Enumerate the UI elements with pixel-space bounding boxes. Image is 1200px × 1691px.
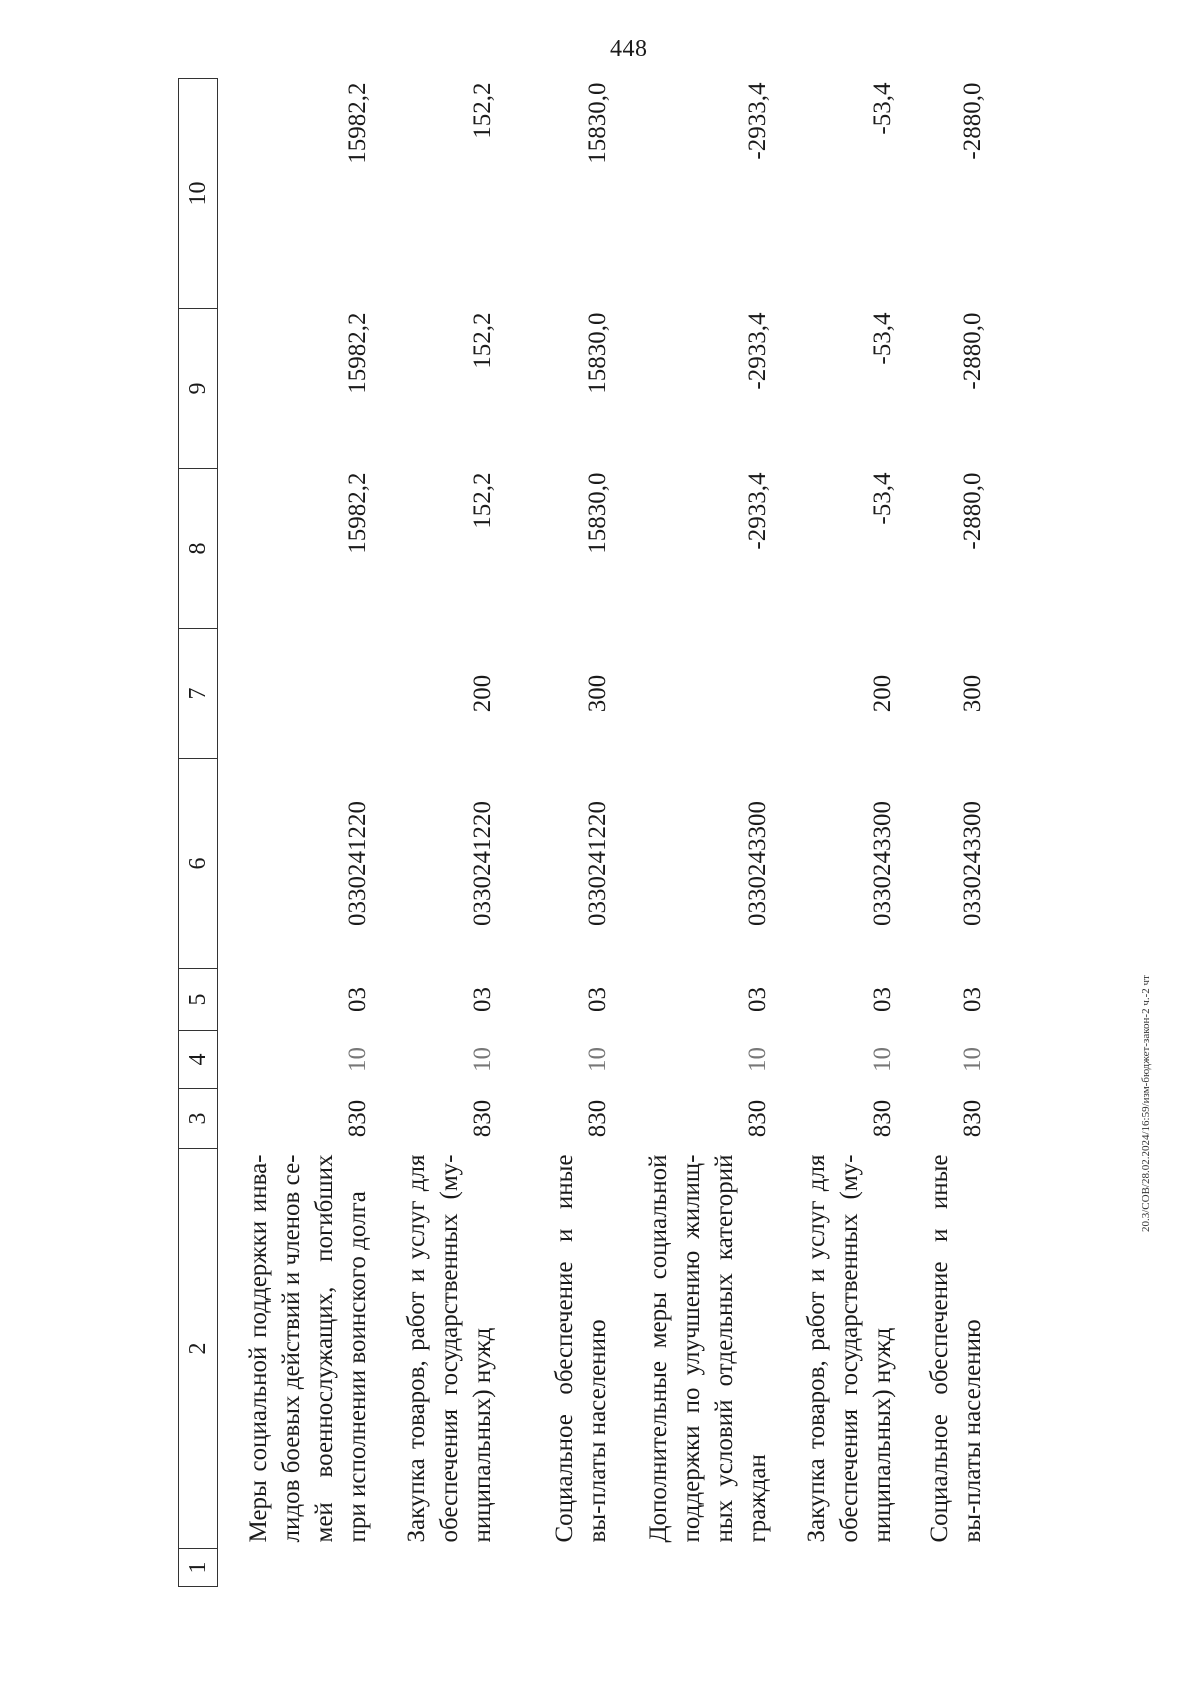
row-name-cell xyxy=(903,1549,993,1587)
column-header-7: 7 xyxy=(179,629,218,759)
amount-column-9: 15982,2 xyxy=(343,312,371,394)
table-row xyxy=(218,79,378,1587)
row-description: Закупка товаров, работ и услуг для обеспечения государственных (му-ниципальных) нужд xyxy=(802,1154,896,1543)
amount-column-10: -2880,0 xyxy=(958,82,986,160)
row-name-cell xyxy=(218,1549,378,1587)
row-name-cell xyxy=(618,1549,778,1587)
target-article-code: 0330241220 xyxy=(583,801,611,926)
admin-code: 830 xyxy=(868,1099,896,1138)
table-row xyxy=(378,79,503,1587)
column-header-9: 9 xyxy=(179,309,218,469)
section-code: 10 xyxy=(468,1047,496,1072)
row-description: Дополнительные меры социальной поддержки по улучшению жилищ-ных условий отдельных категорий граждан xyxy=(644,1154,771,1543)
expense-type-code xyxy=(618,629,778,759)
subsection-code: 03 xyxy=(868,987,896,1012)
column-header-3: 3 xyxy=(179,1089,218,1149)
row-description: Социальное обеспечение и иные вы-платы населению xyxy=(550,1154,611,1543)
section-code: 10 xyxy=(868,1047,896,1072)
row-description: Меры социальной поддержки инва-лидов боевых действий и членов се-мей военнослужащих, погибших при исполнении воинского долга xyxy=(244,1154,371,1543)
column-header-2: 2 xyxy=(179,1149,218,1549)
row-name-cell xyxy=(503,1549,618,1587)
section-code: 10 xyxy=(583,1047,611,1072)
amount-column-8: 152,2 xyxy=(468,472,496,529)
table-row xyxy=(503,79,618,1587)
amount-column-9: -2933,4 xyxy=(743,312,771,390)
amount-column-10: 152,2 xyxy=(468,82,496,139)
amount-column-10: 15982,2 xyxy=(343,82,371,164)
row-description: Закупка товаров, работ и услуг для обеспечения государственных (му-ниципальных) нужд xyxy=(402,1154,496,1543)
admin-code: 830 xyxy=(343,1099,371,1138)
amount-column-9: -53,4 xyxy=(868,312,896,365)
document-footer: 20.3/СОВ/28.02.2024/16:59/изм-бюджет-закон-2 ч.-2 чт xyxy=(1140,975,1152,1232)
amount-column-10: -2933,4 xyxy=(743,82,771,160)
expense-type-code: 300 xyxy=(583,674,611,713)
column-header-5: 5 xyxy=(179,969,218,1031)
section-code: 10 xyxy=(343,1047,371,1072)
column-header-4: 4 xyxy=(179,1031,218,1089)
section-code: 10 xyxy=(958,1047,986,1072)
amount-column-9: -2880,0 xyxy=(958,312,986,390)
budget-table xyxy=(178,78,993,1587)
column-header-8: 8 xyxy=(179,469,218,629)
expense-type-code: 200 xyxy=(468,674,496,713)
subsection-code: 03 xyxy=(958,987,986,1012)
column-number-row xyxy=(179,79,218,1587)
amount-column-9: 152,2 xyxy=(468,312,496,369)
admin-code: 830 xyxy=(583,1099,611,1138)
row-name-cell xyxy=(778,1549,903,1587)
table-row xyxy=(903,79,993,1587)
amount-column-8: -2880,0 xyxy=(958,472,986,550)
target-article-code: 0330243300 xyxy=(743,801,771,926)
admin-code: 830 xyxy=(468,1099,496,1138)
subsection-code: 03 xyxy=(468,987,496,1012)
expense-type-code: 300 xyxy=(958,674,986,713)
table-row xyxy=(778,79,903,1587)
amount-column-8: -2933,4 xyxy=(743,472,771,550)
column-header-6: 6 xyxy=(179,759,218,969)
amount-column-8: -53,4 xyxy=(868,472,896,525)
expense-type-code: 200 xyxy=(868,674,896,713)
amount-column-8: 15830,0 xyxy=(583,472,611,554)
rotated-table-container xyxy=(178,79,1022,1587)
subsection-code: 03 xyxy=(343,987,371,1012)
target-article-code: 0330243300 xyxy=(958,801,986,926)
admin-code: 830 xyxy=(743,1099,771,1138)
amount-column-10: 15830,0 xyxy=(583,82,611,164)
column-header-1: 1 xyxy=(179,1549,218,1587)
page-number: 448 xyxy=(610,36,648,62)
table-row xyxy=(618,79,778,1587)
amount-column-10: -53,4 xyxy=(868,82,896,135)
section-code: 10 xyxy=(743,1047,771,1072)
target-article-code: 0330241220 xyxy=(343,801,371,926)
target-article-code: 0330243300 xyxy=(868,801,896,926)
row-name-cell xyxy=(378,1549,503,1587)
amount-column-8: 15982,2 xyxy=(343,472,371,554)
admin-code: 830 xyxy=(958,1099,986,1138)
subsection-code: 03 xyxy=(743,987,771,1012)
target-article-code: 0330241220 xyxy=(468,801,496,926)
expense-type-code xyxy=(218,629,378,759)
subsection-code: 03 xyxy=(583,987,611,1012)
row-description: Социальное обеспечение и иные вы-платы населению xyxy=(925,1154,986,1543)
column-header-10: 10 xyxy=(179,79,218,309)
amount-column-9: 15830,0 xyxy=(583,312,611,394)
